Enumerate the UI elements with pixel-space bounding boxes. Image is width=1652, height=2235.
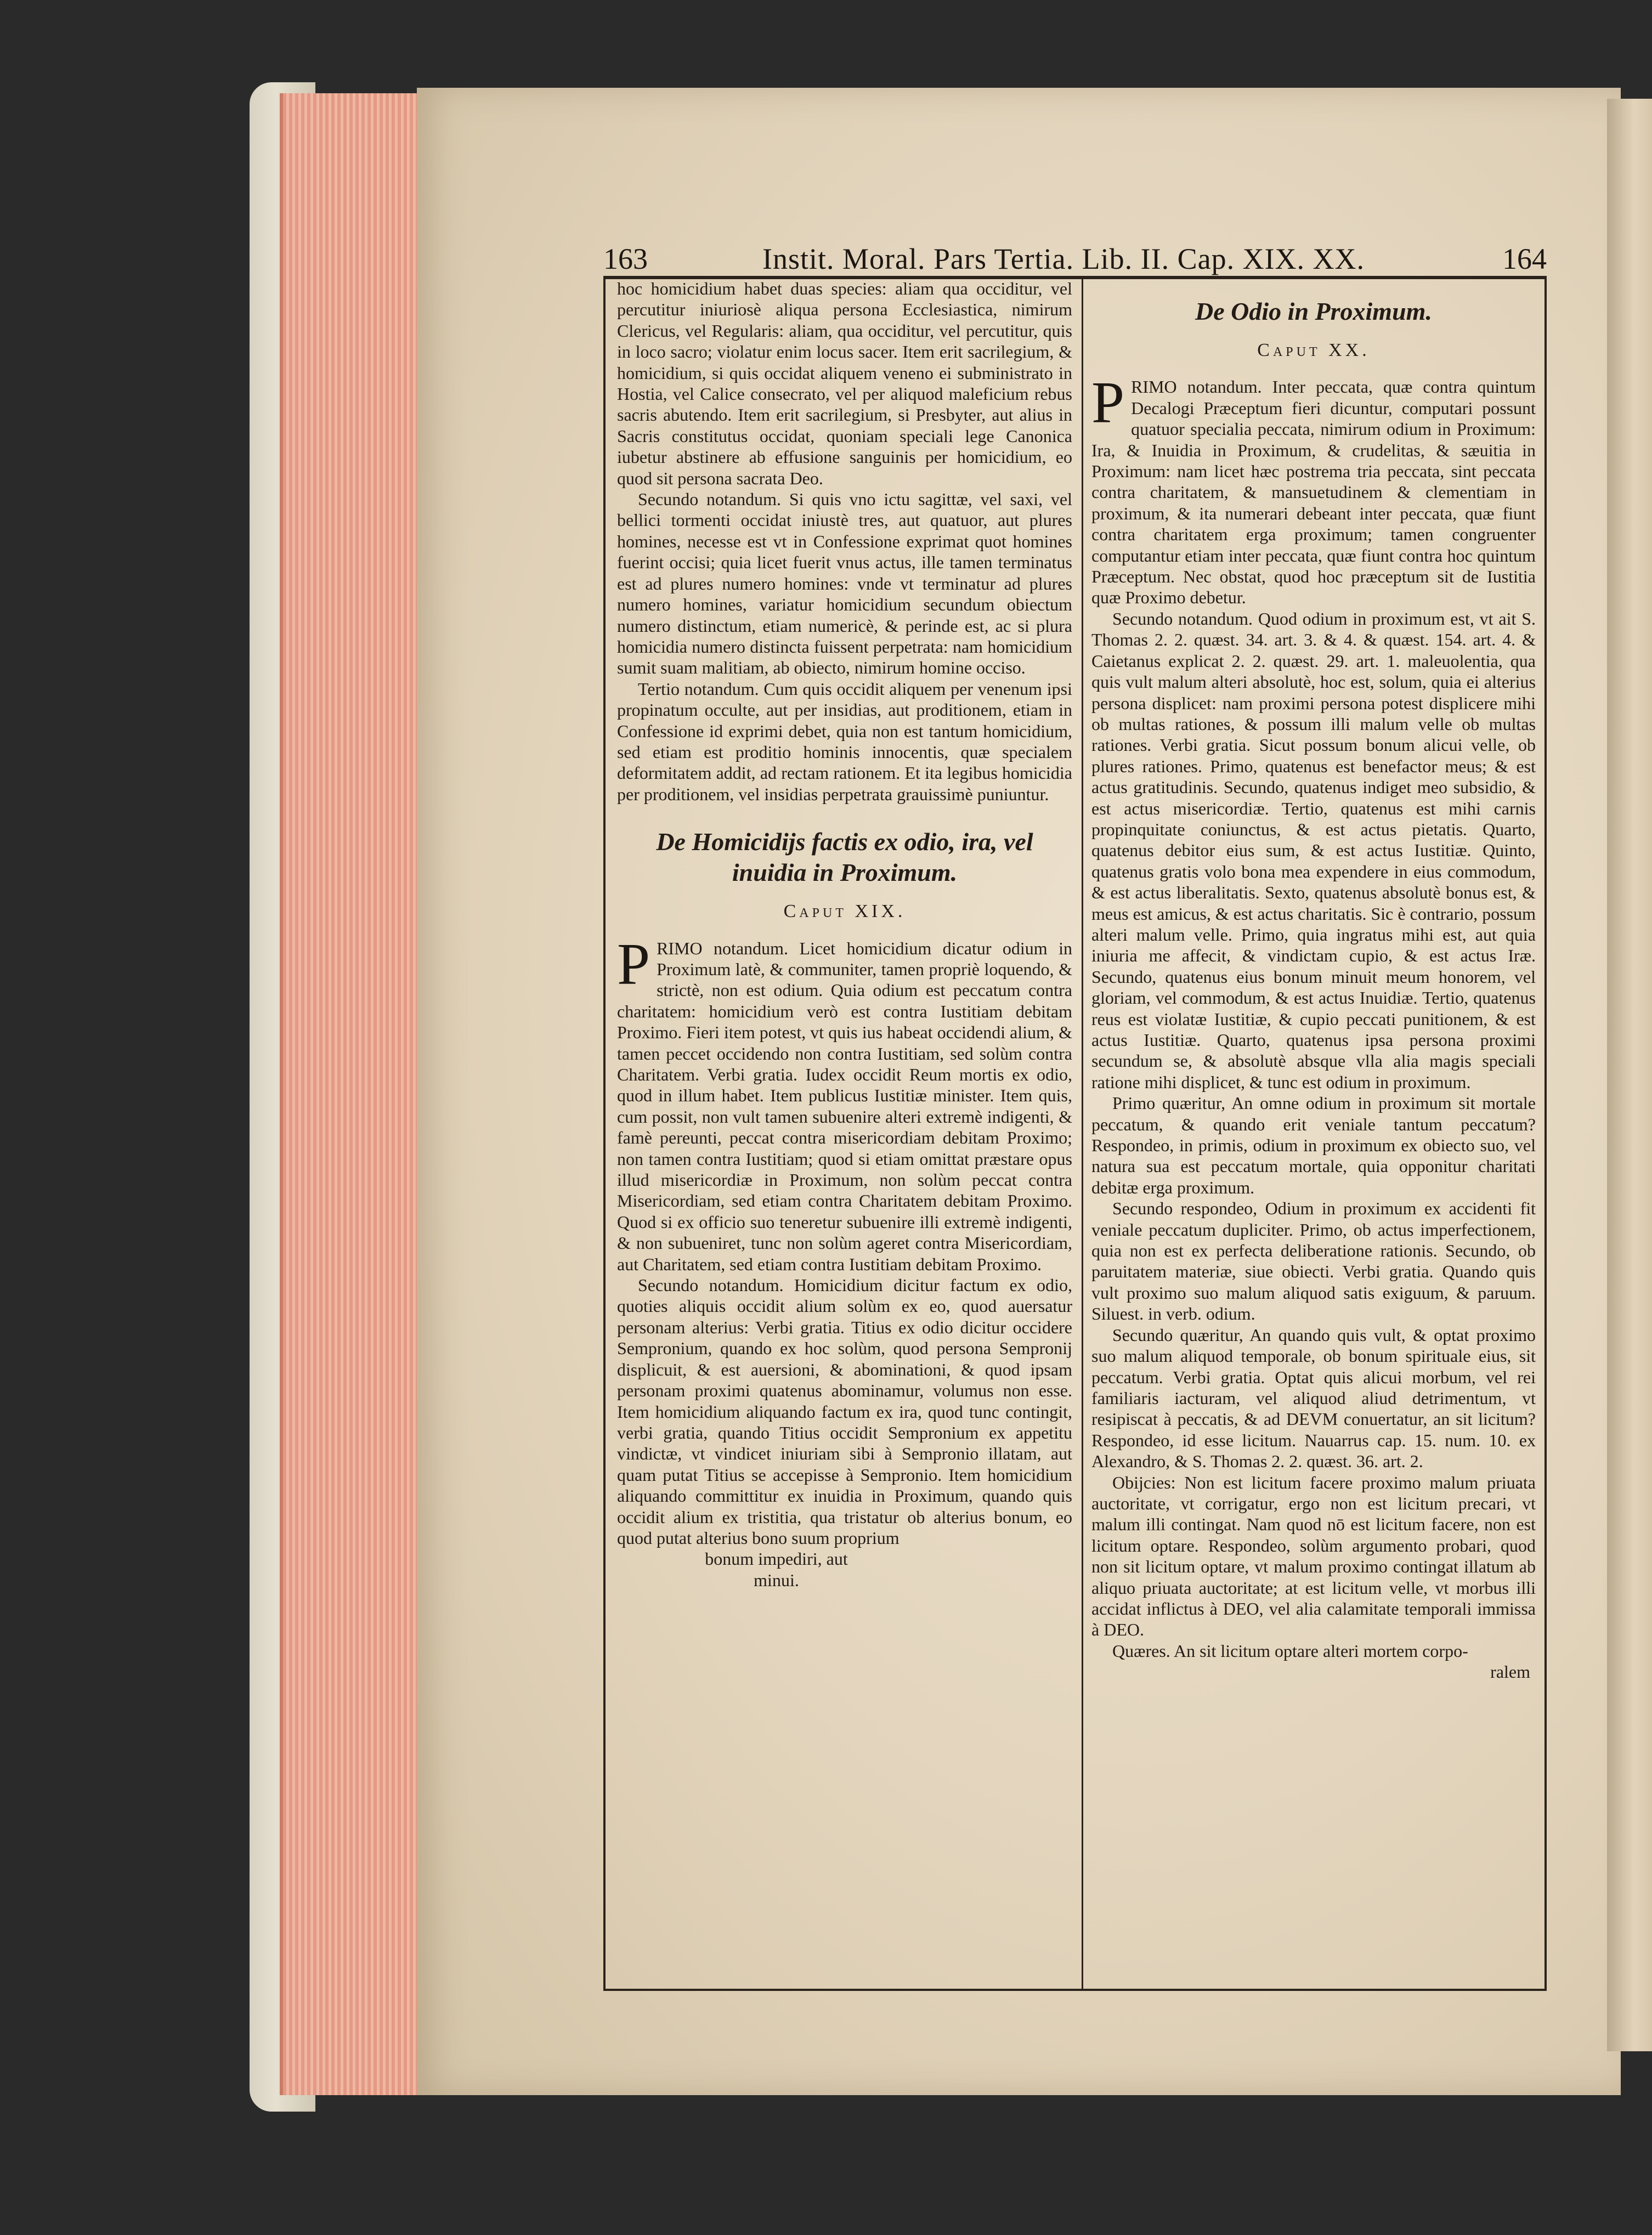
page-number-right: 164 (1502, 242, 1547, 275)
running-title: Instit. Moral. Pars Tertia. Lib. II. Cap. XIX. XX. (762, 242, 1365, 275)
paragraph-secundo: Secundo notandum. Si quis vno ictu sagittæ, vel saxi, vel bellici tormenti occidat iniustè tres, aut quatuor, aut plures homines, necesse est vt in Confessione exprimat quot homines fuerint occisi; quia licet fuerit vnus actus, ille tamen terminatus est ad plures numero homines: vnde vt terminatur ad plures numero homines, variatur homicidium secundum obiectum numero distinctum, etiam numericè, & perinde est, ac si plura homicidia numero distincta fuissent perpetrata: nam homicidium sumit suam malitiam, ab obiecto, nimirum homine occiso. (617, 489, 1072, 678)
paragraph-secundo-xx: Secundo notandum. Quod odium in proximum est, vt ait S. Thomas 2. 2. quæst. 34. art. 3. & 4. & quæst. 154. art. 4. & Caietanus explicat 2. 2. quæst. 29. art. 1. maleuolentia, qua quis vult malum alteri absolutè, hoc est, solum, quia ei alterius persona displicet: nam proximi persona potest displicere mihi ob multas rationes, & possum illi malum velle ob multas rationes. Verbi gratia. Sicut possum bonum alicui velle, ob plures rationes. Primo, quatenus est benefactor meus; & est actus gratitudinis. Secundo, quatenus indiget meo subsidio, & est actus misericordiæ. Tertio, quatenus est mihi carnis propinquitate coniunctus, & est actus pietatis. Quarto, quatenus debitor eius sum, & est actus Iustitiæ. Quinto, quatenus gratis volo bona mea expendere in eius commodum, & est actus liberalitatis. Sexto, quatenus absolutè bonus est, & meus est amicus, & est actus charitatis. Sic è contrario, possum alteri malum velle. Primo, quia ingratus mihi est, aut quia iniuria me affecit, & vindictam cupio, & est actus Iræ. Secundo, quatenus eius bonum minuit meum honorem, vel gloriam, vel commodum, & est actus Inuidiæ. Tertio, quatenus reus est violatæ Iustitiæ, & cupio peccati punitionem, & est actus Iustitiæ. Quarto, quatenus ipsa persona proximi secundum se, & absolutè absque vlla alia magis speciali ratione mihi displicet, & tunc est odium in proximum. (1091, 608, 1536, 1092)
caput-xx: Caput XX. (1257, 340, 1370, 360)
paragraph-secundo-respondeo: Secundo respondeo, Odium in proximum ex accidenti fit veniale peccatum dupliciter. Primo, ob actus imperfectionem, quia non est ex perfecta deliberatione rationis. Secundo, ob paruitatem materiæ, siue obiecti. Verbi gratia. Quando quis vult proximo suo malum aliquod satis exiguum, & paruum. Siluest. in verb. odium. (1091, 1198, 1536, 1324)
paragraph-obijcies: Obijcies: Non est licitum facere proximo malum priuata auctoritate, vt corrigatur, ergo non est licitum precari, vt malum illi contingat. Nam quod nō est licitum facere, non est licitum optare. Respondeo, solùm argumento probari, quod non sit licitum optare, vt malum proximo contingat illatum ab aliquo priuata auctoritate; at est licitum velle, vt morbus illi accidat inflictus à DEO, vel alia calamitate temporali immissa à DEO. (1091, 1472, 1536, 1640)
paragraph-tertio: Tertio notandum. Cum quis occidit aliquem per venenum ipsi propinatum occulte, aut per insidias, aut proditionem, etiam in Confessione id exprimi debet, quia non est tantum homicidium, sed etiam est proditio hominis innocentis, quæ specialem deformitatem addit, ad rectam rationem. Et ita legibus homicidia per proditionem, vel insidias perpetrata grauissimè puniuntur. (617, 678, 1072, 804)
paragraph-primo-xix (617, 931, 1072, 1275)
drop-cap: P (1091, 370, 1125, 436)
running-header (598, 237, 1552, 281)
tail-line-1: bonum impediri, aut (705, 1549, 848, 1569)
column-divider (1082, 277, 1083, 1991)
tail-line-2: minui. (754, 1570, 799, 1590)
paragraph-intro: hoc homicidium habet duas species: aliam qua occiditur, vel percutitur iniuriosè aliqua persona Ecclesiastica, nimirum Clericus, vel Regularis: aliam, qua occiditur, vel percutitur, quis in loco sacro; violatur enim locus sacer. Item erit sacrilegium, & homicidium, si quis occidat aliquem veneno ei subministrato in Hostia, vel Calice consecrato, vel per aliquod maleficium rebus sacris abutendo. Item erit sacrilegium, si Presbyter, aut alius in Sacris constitutus occidat, quoniam speciali lege Canonica iubetur abstinere ab effusione sanguinis per homicidium, eo quod sit persona sacrata Deo. (617, 279, 1072, 488)
paragraph-secundo-quaeritur: Secundo quæritur, An quando quis vult, & optat proximo suo malum aliquod temporale, ob bonum spirituale eius, sit peccatum. Verbi gratia. Optat quis alicui morbum, vel rei familiaris iacturam, vel aliquod aliud detrimentum, vt resipiscat à peccatis, & ad DEVM conuertatur, an sit licitum? Respondeo, id esse licitum. Nauarrus cap. 15. num. 10. ex Alexandro, & S. Thomas 2. 2. quæst. 36. art. 2. (1091, 1325, 1536, 1472)
paragraph-quaeres: Quæres. An sit licitum optare alteri mortem corpo- (1112, 1640, 1468, 1661)
catchword: ralem (1490, 1662, 1530, 1682)
right-column (1091, 285, 1536, 1683)
page-edges (280, 93, 426, 2095)
paragraph-primo-quaeritur: Primo quæritur, An omne odium in proximum sit mortale peccatum, & quando erit veniale tantum peccatum? Respondeo, in primis, odium in proximum ex obiecto suo, vel natura sua est peccatum mortale, quia opponitur charitati debitæ erga proximum. (1091, 1093, 1536, 1197)
caput-xix: Caput XIX. (783, 901, 906, 922)
paragraph-primo-xx (1091, 370, 1536, 608)
paragraph-primo-text: RIMO notandum. Inter peccata, quæ contra quintum Decalogi Præceptum fieri dicuntur, computari possunt quatuor specialia peccata, nimirum odium in Proximum: Ira, & Inuidia in Proximum, & crudelitas, & sæuitia in Proximum: nam licet hæc postrema tria peccata, sint peccata contra charitatem, & mansuetudinem & clementiam in proximum, & ita numerari debeant inter peccata, quæ fiunt contra charitatem erga proximum; tamen congruenter computantur etiam inter peccata, quæ fiunt contra hoc quintum Præceptum. Nec obstat, quod hoc præceptum sit de Iustitia quæ Proximo debetur. (1091, 377, 1536, 608)
chapter-title-xx: De Odio in Proximum. (1195, 297, 1432, 325)
paragraph-primo-text: RIMO notandum. Licet homicidium dicatur odium in Proximum latè, & communiter, tamen propriè loquendo, & strictè, non est odium. Quia odium est peccatum contra charitatem: homicidium verò est contra Iustitiam debitam Proximo. Fieri item potest, vt quis ius habeat occidendi alium, & tamen peccet occidendo non contra Iustitiam, sed solùm contra Charitatem. Verbi gratia. Iudex occidit Reum mortis ex odio, quod in illum habet. Item publicus Iustitiæ minister. Item quis, cum possit, non vult tamen subuenire alteri extremè indigenti, & famè pereunti, peccat contra misericordiam debitam Proximo; non tamen contra Iustitiam; quod si etiam omittat præstare opus illud misericordiæ in Proximum, non solùm peccat contra Misericordiam, sed etiam contra Charitatem debitam Proximo. Quod si ex officio suo teneretur subuenire illi extremè indigenti, & non subueniret, tunc non solùm ageret contra Misericordiam, aut Charitatem, sed etiam contra Iustitiam debitam Proximo. (617, 938, 1072, 1274)
drop-cap: P (617, 931, 650, 997)
page-number-left: 163 (603, 242, 648, 275)
facing-page-edge (1607, 99, 1652, 2051)
paragraph-secundo-xix: Secundo notandum. Homicidium dicitur factum ex odio, quoties aliquis occidit alium solùm ex eo, quod auersatur personam alterius: Verbi gratia. Titius ex odio dicitur occidere Sempronium, quando ex hoc solùm, quod persona Sempronij displicuit, & est auersioni, & abominationi, & quod ipsam personam proximi quatenus abominamur, volumus non esse. Item homicidium aliquando factum ex ira, quod tunc contingit, verbi gratia, quando Titius occidit Sempronium ex appetitu vindictæ, vt vindicet iniuriam sibi à Sempronio illatam, aut quam putat Titius se accepisse à Sempronio. Item homicidium aliquando committitur ex inuidia in Proximum, quando quis occidit alium ex tristitia, qua tristatur ob alterius bonum, eo quod putat alterius bono suum proprium (617, 1275, 1072, 1548)
chapter-title-xix: De Homicidijs factis ex odio, ira, vel inuidia in Proximum. (656, 828, 1033, 887)
left-column (617, 278, 1072, 1591)
